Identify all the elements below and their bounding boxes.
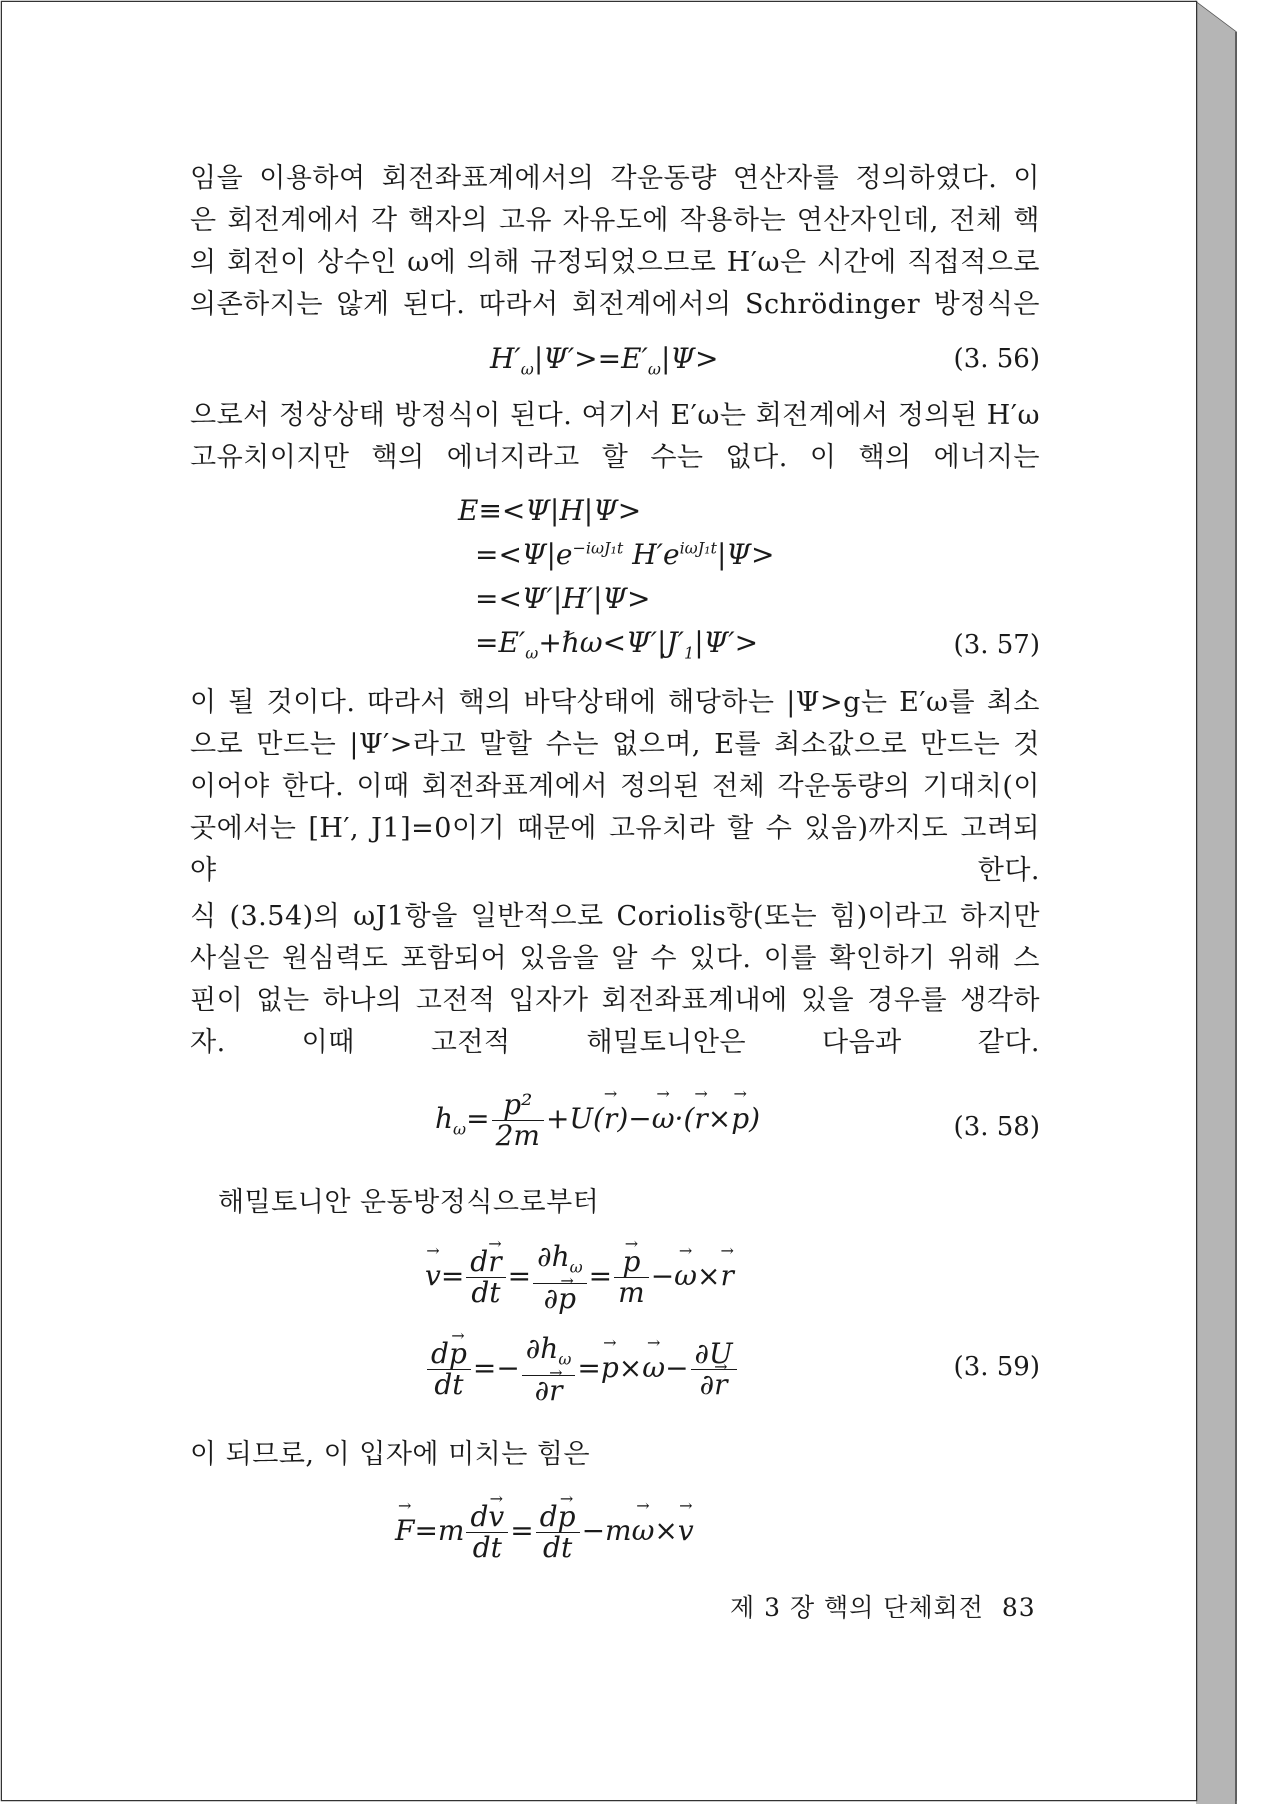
equation-3-59-line-2: $\frac{d\to p}{dt}$ =− $\frac{\partial h_\omega}{\partial\to r}$ =→ p×→ ω− $\frac{\partial U}{\partial\to r}$ [425,1334,739,1406]
text-line: 야 한다. [190,855,1040,886]
text-line: 이 될 것이다. 따라서 핵의 바닥상태에 해당하는 |Ψ>g는 E′ω를 최소 [190,687,1040,718]
text-line: 식 (3.54)의 ωJ1항을 일반적으로 Coriolis항(또는 힘)이라고 하지만 [190,901,1040,932]
equation-number: (3. 57) [953,630,1040,660]
paragraph-5 [190,1182,1040,1224]
page-number: 83 [1001,1593,1036,1622]
document-page [2,2,1196,1800]
text-line: 의 회전이 상수인 ω에 의해 규정되었으므로 H′ω은 시간에 직접적으로 [190,247,1040,278]
text-line: 곳에서는 [H′, J1]=0이기 때문에 고유치라 할 수 있음)까지도 고려되 [190,813,1040,844]
text-line: 의존하지는 않게 된다. 따라서 회전계에서의 Schrödinger 방정식은 [190,289,1040,320]
text-line: 핀이 없는 하나의 고전적 입자가 회전좌표계내에 있을 경우를 생각하 [190,985,1040,1016]
text-line: 이어야 한다. 이때 회전좌표계에서 정의된 전체 각운동량의 기대치(이 [190,771,1040,802]
paragraph-6 [190,1434,1040,1476]
text-line: 자. 이때 고전적 해밀토니안은 다음과 같다. [190,1027,1040,1058]
equation-3-59-line-1: → v= $\frac{d\to r}{dt}$ = $\frac{\partial h_\omega}{\partial\to p}$ = → $\frac{p}{m}$ −→ ω×→ r [425,1242,734,1314]
text-line: 해밀토니안 운동방정식으로부터 [218,1187,600,1218]
text-line: 으로 만드는 |Ψ′>라고 말할 수는 없으며, E를 최소값으로 만드는 것 [190,729,1040,760]
text-line: 고유치이지만 핵의 에너지라고 할 수는 없다. 이 핵의 에너지는 [190,442,1040,473]
text-line: 은 회전계에서 각 핵자의 고유 자유도에 작용하는 연산자인데, 전체 핵 [190,205,1040,236]
equation-3-56: $H'_\omega|\Psi'>=E'_\omega|\Psi>$ [490,342,719,379]
equation-number: (3. 58) [953,1112,1040,1142]
text-line: 으로서 정상상태 방정식이 된다. 여기서 E′ω는 회전계에서 정의된 H′ω [190,400,1040,431]
equation-3-57-line-1: E≡<Ψ|H|Ψ> [458,494,642,527]
equation-number: (3. 56) [953,344,1040,374]
paragraph-3 [190,682,1040,892]
chapter-title: 제 3 장 핵의 단체회전 [730,1593,984,1622]
running-footer [730,1588,1036,1624]
text-line: 임을 이용하여 회전좌표계에서의 각운동량 연산자를 정의하였다. 이 [190,163,1040,194]
paragraph-4 [190,896,1040,1064]
equation-force: → F=m $\frac{d\to v}{dt}$ = $\frac{d\to p}{dt}$ −m→ ω×→ v [395,1502,694,1563]
equation-3-57-line-2: $=<\Psi|e^{-i\omega J_1t}$ $H'e^{i\omega J_1t}|\Psi>$ [475,538,775,571]
text-line: 이 되므로, 이 입자에 미치는 힘은 [190,1439,591,1470]
equation-3-57-line-3: =<Ψ′|H′|Ψ> [475,582,651,615]
paragraph-2 [190,395,1040,479]
equation-3-57-line-4: $=E'_\omega+\hbar\omega<\Psi'|J'_1|\Psi'>$ [475,626,759,663]
text-line: 사실은 원심력도 포함되어 있음을 알 수 있다. 이를 확인하기 위해 스 [190,943,1040,974]
paragraph-1 [190,158,1040,326]
equation-3-58: $h_\omega=$ $\frac{\text{p²}}{2m}$ +U(→ r)−→ ω·(→ r×→ p) [435,1090,760,1151]
equation-number: (3. 59) [953,1352,1040,1382]
